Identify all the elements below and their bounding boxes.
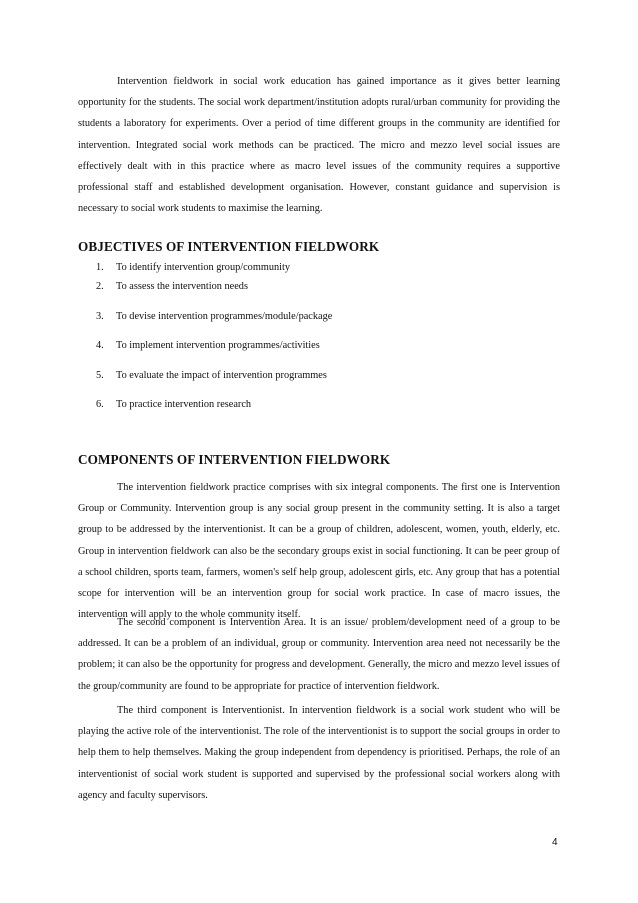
- objective-number: 4.: [96, 340, 104, 351]
- objective-number: 3.: [96, 311, 104, 322]
- components-paragraph-1: The intervention fieldwork practice comprises with six integral components. The first one is Intervention Group or Community. Intervention group is any social group present in the community setting. It is also a target group to be addressed by the interventionist. It can be a group of children, adolescent, women, youth, elderly, etc. Group in intervention fieldwork can also be the secondary groups exist in social functioning. It can be peer group of a school children, sports team, farmers, women's self help group, adolescent girls, etc. Any group that has a potential scope for intervention will be an intervention group for social work practice. In case of macro issues, the intervention will apply to the whole community itself.: [78, 482, 560, 621]
- objective-item: [96, 370, 327, 381]
- objective-number: 6.: [96, 399, 104, 410]
- components-paragraph-2: The second component is Intervention Area. It is an issue/ problem/development need of a group to be addressed. It can be a problem of an individual, group or community. Intervention area need not necessarily be the problem; it can also be the opportunity for progress and development. Generally, the micro and mezzo level issues of the group/community are found to be appropriate for practice of intervention fieldwork.: [78, 617, 560, 692]
- objective-item: [96, 340, 320, 351]
- objective-item: [96, 281, 248, 292]
- objective-text: To evaluate the impact of intervention programmes: [116, 370, 327, 381]
- objective-text: To devise intervention programmes/module/package: [116, 311, 333, 322]
- objective-number: 2.: [96, 281, 104, 292]
- components-paragraph-3: The third component is Interventionist. In intervention fieldwork is a social work student who will be playing the active role of the interventionist. The role of the interventionist is to support the social groups in order to help them to help themselves. Making the group independent from dependency is prioritised. Perhaps, the role of an interventionist of social work student is supported and supervised by the professional social workers along with agency and faculty supervisors.: [78, 705, 560, 801]
- page-number: 4: [552, 837, 558, 848]
- objective-text: To implement intervention programmes/activities: [116, 340, 320, 351]
- objective-item: [96, 311, 332, 322]
- objective-number: 5.: [96, 370, 104, 381]
- objective-item: [96, 399, 251, 410]
- objective-item: [96, 262, 290, 273]
- objectives-heading: OBJECTIVES OF INTERVENTION FIELDWORK: [78, 239, 380, 254]
- intro-paragraph: Intervention fieldwork in social work education has gained importance as it gives better learning opportunity for the students. The social work department/institution adopts rural/urban community for providing the students a laboratory for experiments. Over a period of time different groups in the community are identified for intervention. Integrated social work methods can be practiced. The micro and mezzo level social issues are effectively dealt with in this practice where as macro level issues of the community requires a supportive professional staff and established development organisation. However, constant guidance and supervision is necessary to social work students to maximise the learning.: [78, 76, 560, 215]
- objective-text: To identify intervention group/community: [116, 262, 291, 273]
- objective-text: To practice intervention research: [116, 399, 252, 410]
- objective-text: To assess the intervention needs: [116, 281, 248, 292]
- objective-number: 1.: [96, 262, 104, 273]
- components-heading: COMPONENTS OF INTERVENTION FIELDWORK: [78, 452, 391, 467]
